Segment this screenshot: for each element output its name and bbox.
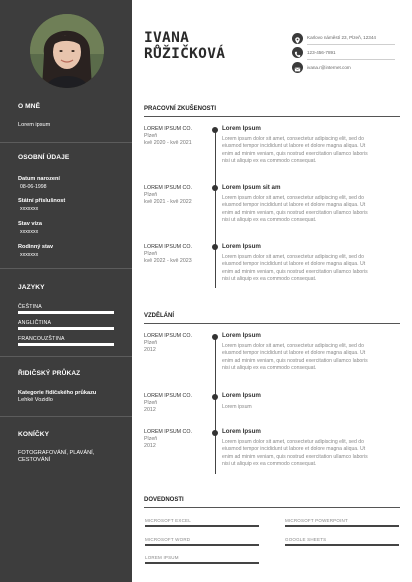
timeline-dot [212,430,218,436]
entry-role: Lorem Ipsum [222,392,261,399]
language-bar [18,311,114,314]
skill-fill [145,525,259,527]
skill-bar [285,525,399,527]
entry-city: Plzeň [144,340,158,346]
entry-dates: 2012 [144,443,156,449]
skill-bar [145,544,259,546]
entry-role: Lorem Ipsum [222,125,261,132]
entry-role: Lorem Ipsum sit am [222,184,281,191]
language-bar [18,343,114,346]
skill-name: GOOGLE SHEETS [285,537,327,542]
visa-label: Stav víza [18,221,42,227]
entry-city: Plzeň [144,436,158,442]
skills-title: DOVEDNOSTI [144,497,184,503]
education-title: VZDĚLÁNÍ [144,313,174,319]
sidebar-divider [0,142,132,143]
skill-name: MICROSOFT EXCEL [145,518,191,523]
experience-title: PRACOVNÍ ZKUŠENOSTI [144,106,217,112]
skill-fill [145,544,259,546]
visa-value: xxxxxxx [20,229,39,235]
birth-date-value: 08-06-1998 [20,184,47,190]
profile-photo [30,14,104,88]
skill-fill [285,544,399,546]
timeline-dot [212,394,218,400]
entry-description: Lorem ipsum dolor sit amet, consectetur adipiscing elit, sed do eiusmod tempor incididunt ut labore et dolore magna aliqua. Ut enim ad minim veniam, quis nostrud exercitation ullamco laboris nisi ut aliquip ex ea commodo consequat. [222,254,368,282]
experience-timeline [215,128,216,288]
entry-dates: kvě 2022 - kvě 2023 [144,258,192,264]
skill-bar [145,562,259,564]
skill-name: MICROSOFT WORD [145,537,191,542]
language-name: ČEŠTINA [18,304,42,310]
first-name: IVANA [144,30,190,46]
skill-fill [145,562,259,564]
skill-name: LOREM IPSUM [145,555,179,560]
last-name: RŮŽIČKOVÁ [144,46,226,62]
entry-dates: kvě 2020 - kvě 2021 [144,140,192,146]
language-name: FRANCOUZŠTINA [18,336,65,342]
entry-role: Lorem Ipsum [222,428,261,435]
timeline-dot [212,185,218,191]
contact-divider [307,59,395,60]
skill-fill [285,525,399,527]
entry-company: LOREM IPSUM CO. [144,185,192,191]
entry-role: Lorem Ipsum [222,243,261,250]
nationality-value: xxxxxxx [20,206,39,212]
section-rule [144,116,400,117]
birth-date-label: Datum narození [18,176,60,182]
sidebar-divider [0,268,132,269]
entry-city: Plzeň [144,133,158,139]
entry-company: LOREM IPSUM CO. [144,333,192,339]
section-rule [144,507,400,508]
entry-company: LOREM IPSUM CO. [144,429,192,435]
entry-company: LOREM IPSUM CO. [144,244,192,250]
timeline-dot [212,127,218,133]
skill-bar [285,544,399,546]
timeline-dot [212,334,218,340]
section-rule [144,323,400,324]
entry-description: Lorem ipsum [222,404,252,410]
contact-email: ivana.r@internet.com [307,65,351,70]
languages-title: JAZYKY [18,284,45,291]
entry-description: Lorem ipsum dolor sit amet, consectetur adipiscing elit, sed do eiusmod tempor incididunt ut labore et dolore magna aliqua. Ut enim ad minim veniam, quis nostrud exercitation ullamco laboris nisi ut aliquip ex ea commodo consequat. [222,195,368,223]
license-label: Kategorie řidičského průkazu [18,390,97,396]
marital-value: xxxxxxx [20,252,39,258]
education-timeline [215,336,216,474]
location-icon [292,33,303,44]
language-name: ANGLIČTINA [18,320,52,326]
contact-address: Karlovo náměstí 23, Plzeň, 12344 [307,35,376,40]
license-title: ŘIDIČSKÝ PRŮKAZ [18,370,81,377]
nationality-label: Státní příslušnost [18,198,66,204]
entry-city: Plzeň [144,251,158,257]
contact-divider [307,44,395,45]
entry-city: Plzeň [144,400,158,406]
entry-company: LOREM IPSUM CO. [144,393,192,399]
contact-phone: 123-456-7891 [307,50,336,55]
hobbies-line: FOTOGRAFOVÁNÍ, PLAVÁNÍ, [18,450,95,456]
sidebar-divider [0,356,132,357]
entry-dates: 2012 [144,347,156,353]
sidebar [0,0,132,582]
marital-label: Rodinný stav [18,244,54,250]
license-value: Lehké Vozidlo [18,397,53,403]
entry-company: LOREM IPSUM CO. [144,126,192,132]
language-bar [18,327,114,330]
entry-dates: 2012 [144,407,156,413]
page-title [144,30,225,62]
about-text: Lorem ipsum [18,122,51,128]
timeline-dot [212,244,218,250]
entry-description: Lorem ipsum dolor sit amet, consectetur adipiscing elit, sed do eiusmod tempor incididunt ut labore et dolore magna aliqua. Ut enim ad minim veniam, quis nostrud exercitation ullamco laboris nisi ut aliquip ex ea commodo consequat. [222,343,368,371]
personal-title: OSOBNÍ ÚDAJE [18,154,70,161]
hobbies-title: KONÍČKY [18,431,50,438]
about-title: O MNĚ [18,103,41,110]
entry-role: Lorem Ipsum [222,332,261,339]
hobbies-line: CESTOVÁNÍ [18,457,51,463]
entry-description: Lorem ipsum dolor sit amet, consectetur adipiscing elit, sed do eiusmod tempor incididunt ut labore et dolore magna aliqua. Ut enim ad minim veniam, quis nostrud exercitation ullamco laboris nisi ut aliquip ex ea commodo consequat. [222,136,368,164]
sidebar-divider [0,416,132,417]
entry-dates: kvě 2021 - kvě 2022 [144,199,192,205]
skill-name: MICROSOFT POWERPOINT [285,518,348,523]
entry-city: Plzeň [144,192,158,198]
email-icon [292,62,303,73]
entry-description: Lorem ipsum dolor sit amet, consectetur adipiscing elit, sed do eiusmod tempor incididunt ut labore et dolore magna aliqua. Ut enim ad minim veniam, quis nostrud exercitation ullamco laboris nisi ut aliquip ex ea commodo consequat. [222,439,368,467]
phone-icon [292,47,303,58]
skill-bar [145,525,259,527]
